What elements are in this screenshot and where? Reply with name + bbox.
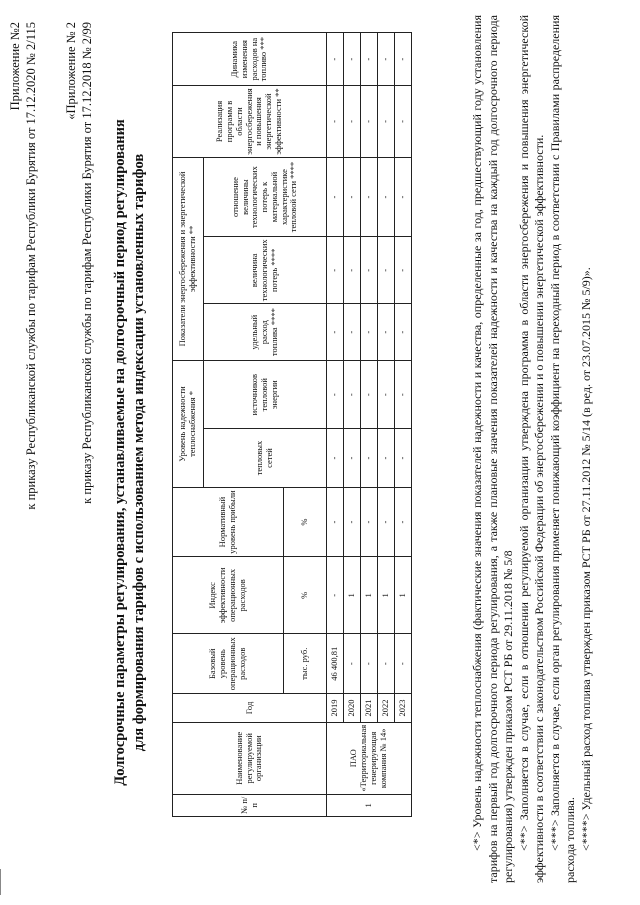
cell-rel-sources: - [378,361,395,429]
cell-rel-networks: - [378,429,395,488]
cell-profit: - [327,487,344,557]
cell-rel-sources: - [395,361,412,429]
scan-edge-mark [0,869,1,895]
table-row [361,33,378,817]
cell-index: 1 [361,557,378,634]
cell-losses-ratio: - [361,157,378,237]
cell-year: 2020 [344,694,361,723]
appendix-original-order-ref: к приказу Республиканской службы по тарифам Республики Бурятия от 17.12.2018 № 2/99 [80,22,94,504]
cell-profit: - [378,487,395,557]
cell-losses-ratio: - [344,157,361,237]
cell-rel-sources: - [344,361,361,429]
header-base-opex: Базовый уровень операционных расходов [173,634,284,694]
cell-rel-networks: - [327,429,344,488]
cell-index: 1 [395,557,412,634]
header-profit-level: Нормативный уровень прибыли [173,487,284,557]
cell-base: - [344,634,361,694]
cell-org: ПАО «Территориальная генерирующая компания № 14» [327,722,412,794]
cell-program: - [344,86,361,157]
cell-base: - [378,634,395,694]
cell-base: 46 400,81 [327,634,344,694]
cell-losses-ratio: - [395,157,412,237]
cell-rel-sources: - [361,361,378,429]
cell-rel-networks: - [344,429,361,488]
cell-profit: - [395,487,412,557]
appendix-order-ref: к приказу Республиканской службы по тарифам Республики Бурятия от 17.12.2020 № 2/115 [24,22,38,510]
cell-profit: - [361,487,378,557]
cell-year: 2023 [395,694,412,723]
header-num: № п/п [173,794,327,816]
footnote-4: <****> Удельный расход топлива утвержден приказом РСТ РБ от 27.11.2012 № 5/14 (в ред. от 23.07.2015 № 5/9)». [578,267,593,851]
cell-dynamics: - [327,33,344,86]
table-row [378,33,395,817]
table-row [395,33,412,817]
header-org: Наименование регулируемой организации [173,722,327,794]
footnote-2: <**> Заполняется в случае, если в отношении регулируемой организации утверждена программа в области энергосбережения и повышения энергетической эффективности в соответствии с законодательством Российской Федерации об энергосбережении и о повышении энергетической эффективности. [516,15,546,883]
cell-tech-losses: - [327,237,344,304]
cell-tech-losses: - [361,237,378,304]
header-reliability: Уровень надежности теплоснабжения * [173,361,204,488]
cell-base: - [361,634,378,694]
cell-profit: - [344,487,361,557]
table-row [327,33,344,817]
footnote-3: <***> Заполняется в случае, если орган регулирования применяет понижающий коэффициент на переходный период в соответствии с Правилами распределения расхода топлива. [547,15,577,883]
cell-fuel-rate: - [344,304,361,361]
unit-index: % [284,557,327,634]
cell-tech-losses: - [344,237,361,304]
footnote-1: <*> Уровень надежности теплоснабжения (фактические значения показателей надежности и качества, определенные за год, предшествующий году установления тарифов на первый год долгосрочного периода регулирования, а также плановые значения показателей надежности и качества на каждый год долгосрочного периода регулирования) утвержден приказом РСТ РБ от 29.11.2018 № 5/8 [470,15,515,883]
appendix-number: Приложение №2 [8,22,22,111]
header-tech-losses: величина технологических потерь **** [204,237,327,304]
unit-base: тыс. руб. [284,634,327,694]
cell-year: 2021 [361,694,378,723]
cell-dynamics: - [344,33,361,86]
cell-index: - [327,557,344,634]
cell-index: 1 [378,557,395,634]
header-rel-networks: тепловых сетей [204,429,327,488]
cell-base: - [395,634,412,694]
cell-program: - [378,86,395,157]
cell-year: 2022 [378,694,395,723]
table-row [344,33,361,817]
header-year: Год [173,694,327,723]
cell-fuel-rate: - [361,304,378,361]
header-fuel-dynamics: Динамика изменения расходов на топливо *** [173,33,327,86]
appendix-original-number: «Приложение № 2 [64,22,78,120]
cell-year: 2019 [327,694,344,723]
cell-num: 1 [327,794,412,816]
document-title-line-2: для формирования тарифов с использованием метода индексации установленных тарифов [131,153,147,752]
cell-dynamics: - [395,33,412,86]
header-fuel-rate: удельный расход топлива **** [204,304,327,361]
cell-program: - [395,86,412,157]
header-efficiency-index: Индекс эффективности операционных расходов [173,557,284,634]
cell-tech-losses: - [378,237,395,304]
cell-index: 1 [344,557,361,634]
unit-profit: % [284,487,327,557]
cell-losses-ratio: - [378,157,395,237]
cell-program: - [361,86,378,157]
cell-dynamics: - [361,33,378,86]
header-energy-indicators: Показатели энергосбережения и энергетической эффективности ** [173,157,204,360]
cell-dynamics: - [378,33,395,86]
cell-fuel-rate: - [378,304,395,361]
document-title-line-1: Долгосрочные параметры регулирования, устанавливаемые на долгосрочный период регулирования [112,119,128,786]
footnotes [470,15,594,883]
cell-rel-sources: - [327,361,344,429]
parameters-table [172,32,412,817]
header-rel-sources: источников тепловой энергии [204,361,327,429]
cell-rel-networks: - [361,429,378,488]
cell-fuel-rate: - [395,304,412,361]
cell-fuel-rate: - [327,304,344,361]
cell-rel-networks: - [395,429,412,488]
cell-tech-losses: - [395,237,412,304]
cell-program: - [327,86,344,157]
header-program: Реализация программ в области энергосбережения и повышения энергетической эффективности ** [173,86,327,157]
cell-losses-ratio: - [327,157,344,237]
header-losses-ratio: отношение величины технологических потерь к материальной характеристике тепловой сети **** [204,157,327,237]
